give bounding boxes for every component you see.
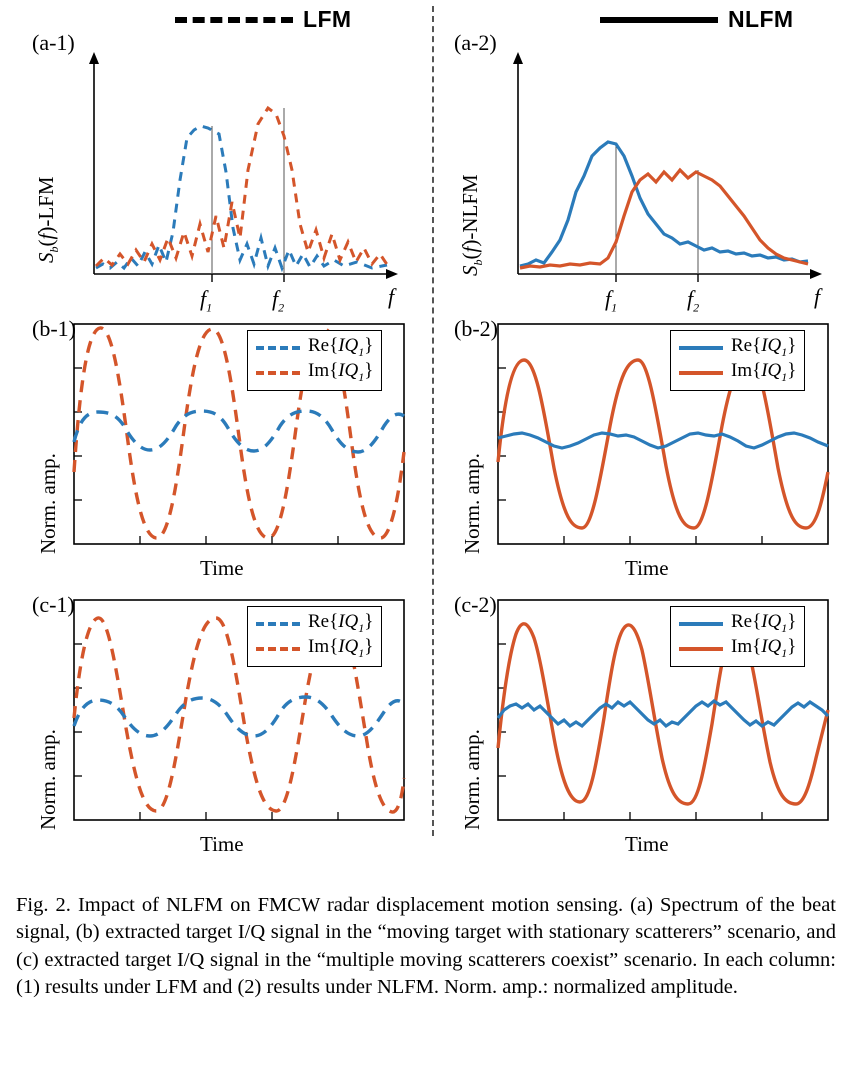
panel-a-1 — [10, 28, 425, 315]
panel-a-2-tag: (a-2) — [454, 30, 497, 55]
panel-c-1-legend — [247, 606, 382, 667]
panel-a-2-xlabel: f — [814, 284, 821, 309]
panel-a-2-xtick-f1: $f_1$ — [605, 286, 618, 315]
legend-swatch-re — [679, 346, 723, 350]
panel-a-1-xlabel: f — [388, 284, 395, 309]
legend-label-im: $Im\{IQ_1\}$ — [308, 360, 374, 384]
legend-item-im — [679, 360, 796, 385]
panel-c-2-ylabel: Norm. amp. — [460, 729, 484, 830]
panel-b-2-ylabel: Norm. amp. — [460, 453, 484, 554]
legend-item-re — [679, 335, 796, 360]
figure-caption-text: Fig. 2. Impact of NLFM on FMCW radar displacement motion sensing. (a) Spectrum of the beat signal, (b) extracted target I/Q signal in the “moving target with stationary scatterers” scenario, and (c) extracted target I/Q signal in the “multiple moving scatterers coexist” scenario. In each column: (1) results under LFM and (2) results under NLFM. Norm. amp.: normalized amplitude. — [16, 894, 836, 998]
legend-item-im — [256, 636, 373, 661]
legend-item-im — [256, 360, 373, 385]
panel-c-2-legend — [670, 606, 805, 667]
panel-a-1-plot — [72, 52, 412, 302]
panel-a-1-xtick-f2: $f_2$ — [272, 286, 285, 315]
legend-label-im: $Im\{IQ_1\}$ — [731, 636, 797, 660]
panel-b-1-ylabel: Norm. amp. — [36, 453, 60, 554]
panel-c-2 — [440, 592, 850, 868]
panel-a-2-xtick-f2: $f_2$ — [687, 286, 700, 315]
column-header-lfm-label: LFM — [303, 6, 352, 32]
panel-a-1-ylabel: $S_b(f)$-LFM — [34, 176, 62, 263]
legend-label-im: $Im\{IQ_1\}$ — [731, 360, 797, 384]
legend-swatch-im — [679, 647, 723, 651]
panel-b-2-legend — [670, 330, 805, 391]
legend-swatch-re — [679, 622, 723, 626]
column-divider — [432, 6, 434, 836]
legend-label-re: $Re\{IQ_1\}$ — [731, 611, 797, 635]
panel-a-1-tag: (a-1) — [32, 30, 75, 55]
panel-b-2-tag: (b-2) — [454, 316, 498, 341]
legend-item-re — [256, 611, 373, 636]
legend-label-im: $Im\{IQ_1\}$ — [308, 636, 374, 660]
panel-b-2-xlabel: Time — [625, 556, 669, 580]
panel-b-1 — [10, 316, 425, 592]
panel-b-1-tag: (b-1) — [32, 316, 76, 341]
solid-line-swatch — [600, 17, 718, 23]
panel-c-2-xlabel: Time — [625, 832, 669, 856]
panel-a-1-xtick-f1: $f_1$ — [200, 286, 213, 315]
panel-c-1-ylabel: Norm. amp. — [36, 729, 60, 830]
legend-label-re: $Re\{IQ_1\}$ — [308, 611, 374, 635]
legend-item-im — [679, 636, 796, 661]
legend-item-re — [679, 611, 796, 636]
legend-item-re — [256, 335, 373, 360]
panel-c-1 — [10, 592, 425, 868]
panel-c-1-xlabel: Time — [200, 832, 244, 856]
dashed-line-swatch — [175, 17, 293, 23]
legend-label-re: $Re\{IQ_1\}$ — [308, 335, 374, 359]
legend-swatch-im — [679, 371, 723, 375]
panel-b-1-legend — [247, 330, 382, 391]
panel-a-2-ylabel: $S_b(f)$-NLFM — [458, 174, 486, 276]
panel-a-2-plot — [496, 52, 836, 302]
figure-caption — [16, 892, 836, 1001]
column-header-nlfm-label: NLFM — [728, 6, 794, 32]
legend-swatch-re — [256, 346, 300, 350]
legend-swatch-im — [256, 371, 300, 375]
panel-a-2 — [440, 28, 850, 315]
panel-b-2 — [440, 316, 850, 592]
panel-c-2-tag: (c-2) — [454, 592, 497, 617]
panel-c-1-tag: (c-1) — [32, 592, 75, 617]
legend-swatch-re — [256, 622, 300, 626]
panel-b-1-xlabel: Time — [200, 556, 244, 580]
legend-label-re: $Re\{IQ_1\}$ — [731, 335, 797, 359]
legend-swatch-im — [256, 647, 300, 651]
